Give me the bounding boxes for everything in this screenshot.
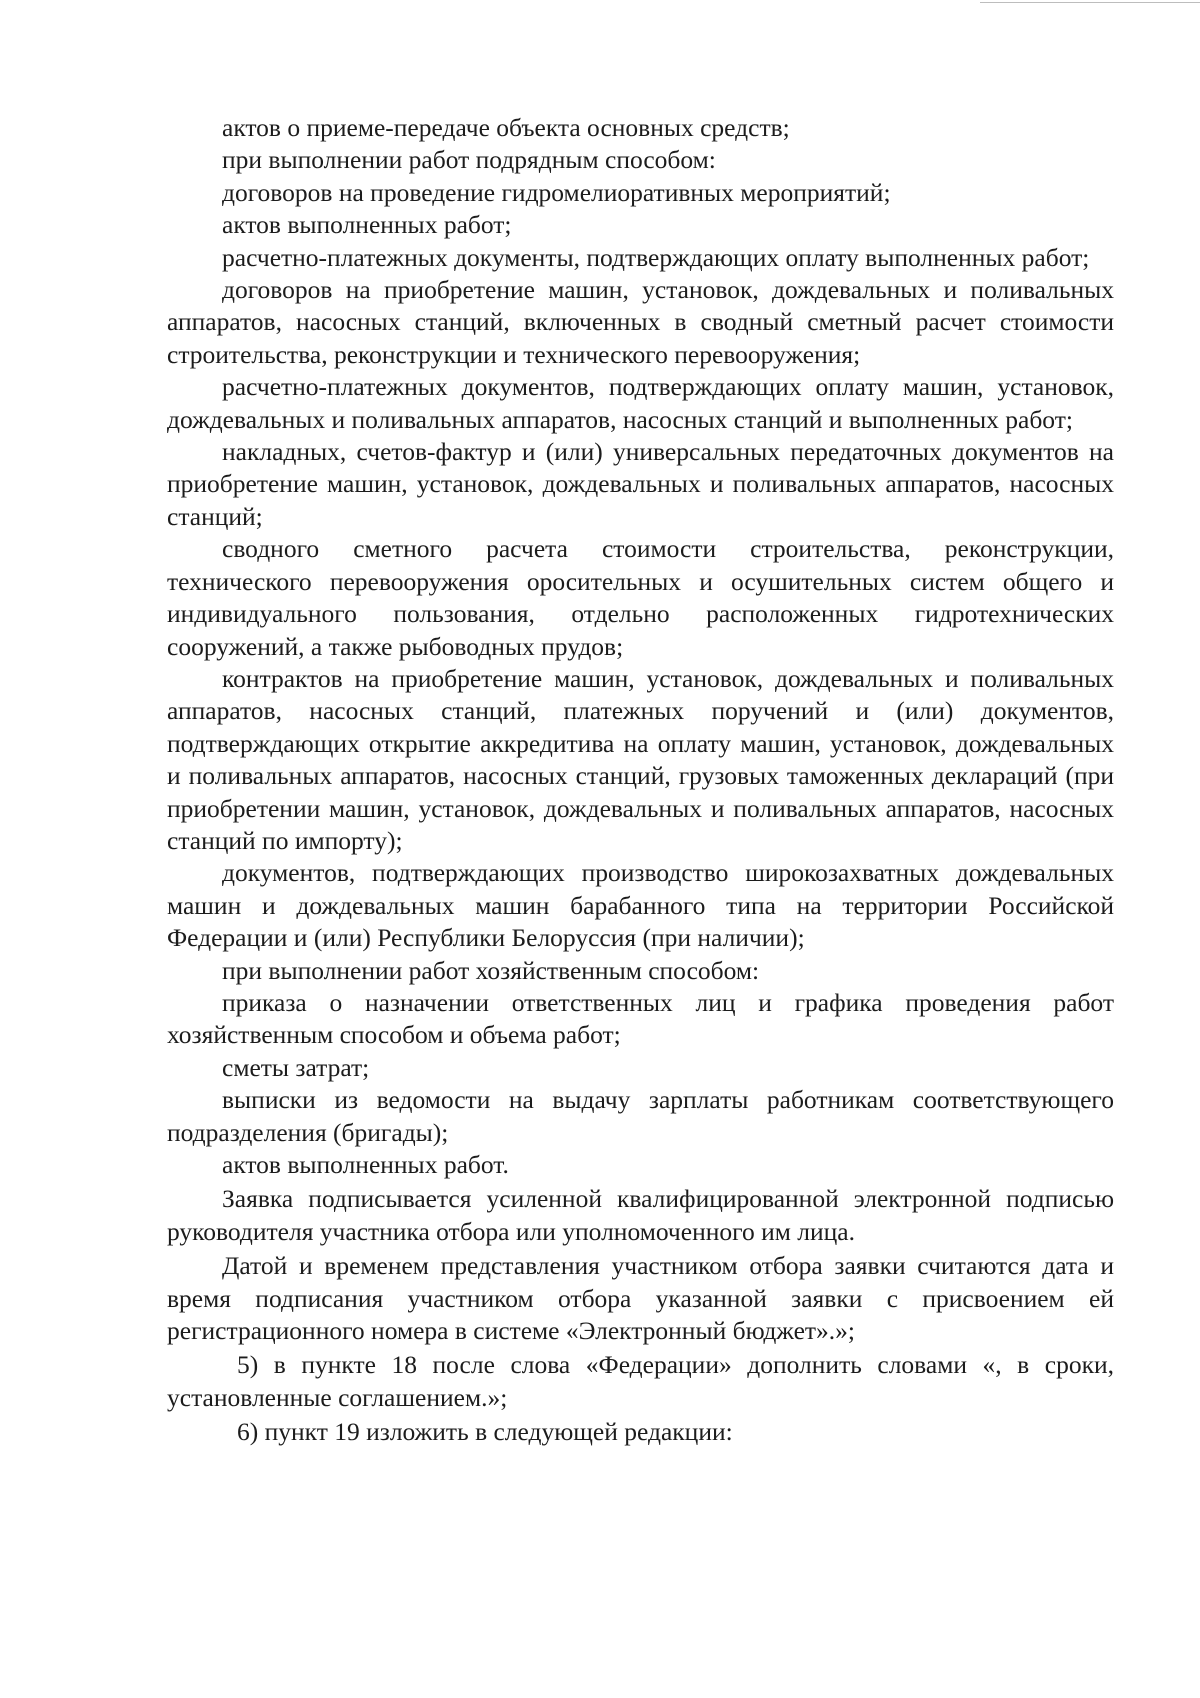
paragraph: сводного сметного расчета стоимости строительства, реконструкции, технического перевооружения оросительных и осушительных систем общего и индивидуального пользования, отдельно расположенных гидротехнических сооружений, а также рыбоводных прудов; — [167, 534, 1114, 661]
paragraph: при выполнении работ хозяйственным способом: — [222, 955, 760, 985]
paragraph: Датой и временем представления участником отбора заявки считаются дата и время подписания участником отбора указанной заявки с присвоением ей регистрационного номера в системе «Электронный бюджет».»; — [167, 1251, 1114, 1346]
paragraph: контрактов на приобретение машин, установок, дождевальных и поливальных аппаратов, насосных станций, платежных поручений и (или) документов, подтверждающих открытие аккредитива на оплату машин, установок, дождевальных и поливальных аппаратов, насосных станций, грузовых таможенных деклараций (при приобретении машин, установок, дождевальных и поливальных аппаратов, насосных станций по импорту); — [167, 663, 1114, 855]
scan-edge-line — [980, 2, 1200, 3]
paragraph: актов о приеме-передаче объекта основных средств; — [222, 113, 790, 142]
paragraph: выписки из ведомости на выдачу зарплаты работникам соответствующего подразделения (бригады); — [167, 1085, 1114, 1147]
paragraph: накладных, счетов-фактур и (или) универсальных передаточных документов на приобретение машин, установок, дождевальных и поливальных аппаратов, насосных станций; — [167, 437, 1114, 531]
amendment-item-6: 6) пункт 19 изложить в следующей редакции: — [237, 1417, 733, 1447]
paragraph: договоров на приобретение машин, установок, дождевальных и поливальных аппаратов, насосных станций, включенных в сводный сметный расчет стоимости строительства, реконструкции и технического перевооружения; — [167, 275, 1114, 369]
paragraph: актов выполненных работ; — [222, 210, 512, 240]
paragraph: актов выполненных работ. — [222, 1150, 509, 1179]
document-body — [167, 112, 1114, 1449]
paragraph: сметы затрат; — [222, 1052, 370, 1082]
paragraph: договоров на проведение гидромелиоративных мероприятий; — [222, 177, 891, 207]
amendment-item-5: 5) в пункте 18 после слова «Федерации» дополнить словами «, в сроки, установленные соглашением.»; — [167, 1350, 1114, 1412]
paragraph: приказа о назначении ответственных лиц и графика проведения работ хозяйственным способом и объема работ; — [167, 987, 1114, 1050]
paragraph: документов, подтверждающих производство широкозахватных дождевальных машин и дождевальных машин барабанного типа на территории Российской Федерации и (или) Республики Белоруссия (при наличии); — [167, 858, 1114, 953]
paragraph: при выполнении работ подрядным способом: — [222, 145, 716, 175]
paragraph: Заявка подписывается усиленной квалифицированной электронной подписью руководителя участника отбора или уполномоченного им лица. — [167, 1184, 1114, 1246]
paragraph: расчетно-платежных документы, подтверждающих оплату выполненных работ; — [222, 242, 1090, 272]
paragraph: расчетно-платежных документов, подтверждающих оплату машин, установок, дождевальных и поливальных аппаратов, насосных станций и выполненных работ; — [167, 372, 1114, 434]
